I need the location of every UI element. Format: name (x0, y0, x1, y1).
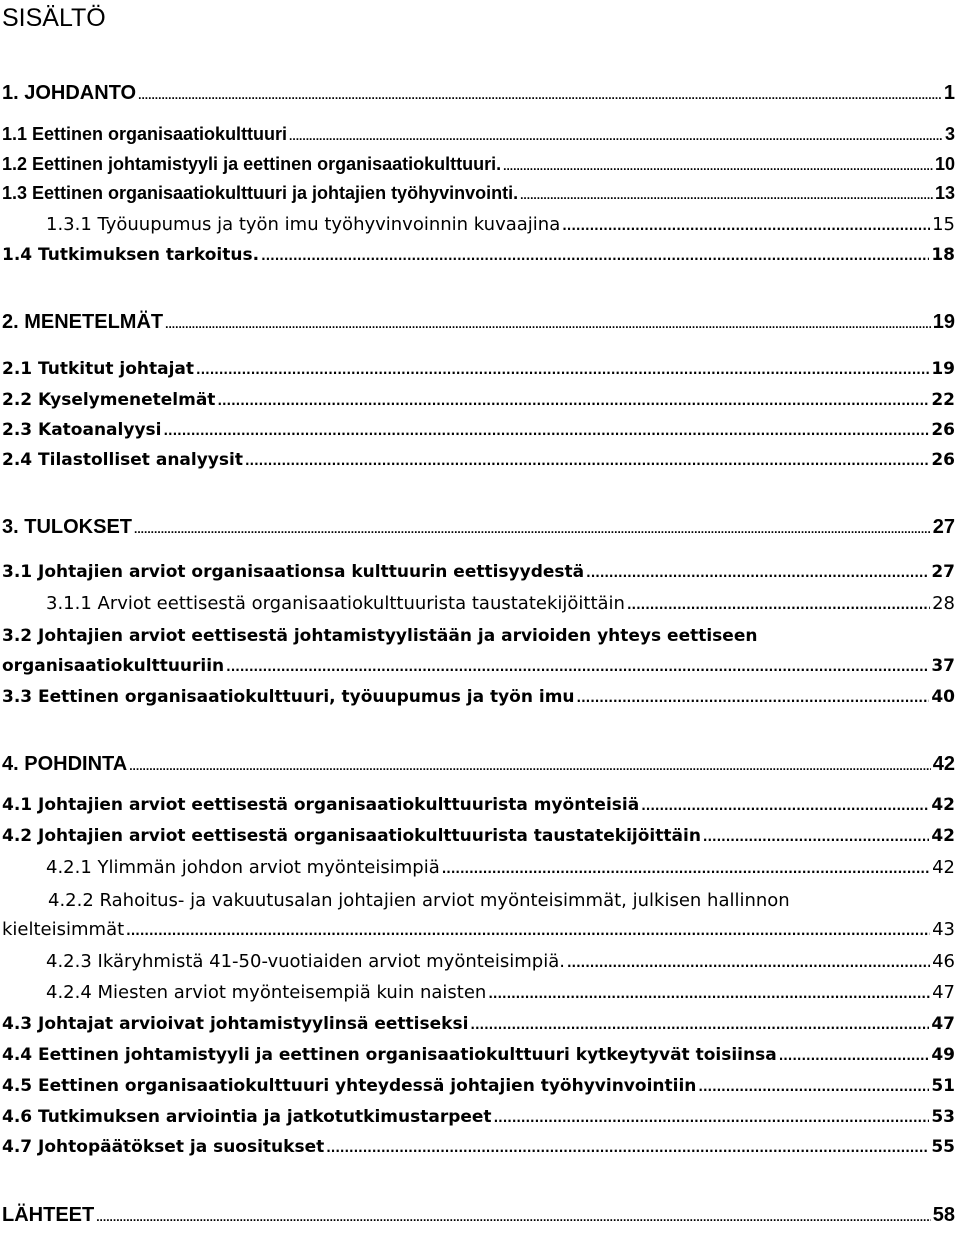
toc-entry-label: 2.1 Tutkitut johtajat (2, 359, 195, 379)
toc-entry-3-1[interactable] (0, 562, 955, 592)
dot-leader (261, 249, 929, 263)
toc-entry-1-2[interactable] (0, 154, 955, 184)
toc-entry-label: 3.3 Eettinen organisaatiokulttuuri, työuupumus ja työn imu (2, 687, 575, 707)
dot-leader (196, 363, 929, 377)
toc-entry-3-2[interactable] (0, 656, 955, 686)
toc-page-number: 15 (932, 214, 955, 235)
toc-entry-chapter-1[interactable] (0, 82, 955, 112)
dot-leader (562, 219, 930, 233)
toc-page-number: 55 (931, 1137, 955, 1157)
toc-entry-2-3[interactable] (0, 420, 955, 450)
toc-entry-label: 1. JOHDANTO (2, 82, 137, 104)
toc-page-number: 42 (932, 753, 955, 775)
dot-leader (470, 1018, 929, 1032)
dot-leader (488, 987, 930, 1001)
dot-leader (520, 188, 933, 202)
dot-leader (503, 159, 933, 173)
dot-leader (577, 691, 930, 705)
toc-entry-1-1[interactable] (0, 124, 955, 154)
toc-page-number: 26 (931, 450, 955, 470)
toc-page-number: 37 (931, 656, 955, 676)
dot-leader (779, 1049, 930, 1063)
dot-leader (494, 1111, 930, 1125)
toc-entry-chapter-3[interactable] (0, 516, 955, 546)
toc-page-number: 51 (931, 1076, 955, 1096)
toc-entry-4-7[interactable] (0, 1137, 955, 1167)
toc-entry-label: 1.3.1 Työuupumus ja työn imu työhyvinvoinnin kuvaajina (46, 214, 561, 235)
toc-page-number: 49 (931, 1045, 955, 1065)
toc-entry-4-5[interactable] (0, 1076, 955, 1106)
toc-entry-label: organisaatiokulttuuriin (2, 656, 225, 676)
toc-page-number: 10 (934, 154, 955, 174)
dot-leader (163, 424, 929, 438)
toc-entry-label: kielteisimmät (2, 919, 125, 940)
dot-leader (703, 830, 929, 844)
toc-entry-chapter-4[interactable] (0, 753, 955, 783)
toc-entry-3-1-1[interactable] (0, 593, 955, 623)
toc-page-number: 27 (932, 516, 955, 538)
toc-entry-2-4[interactable] (0, 450, 955, 480)
toc-page-number: 22 (931, 390, 955, 410)
toc-entry-references[interactable] (0, 1204, 955, 1234)
toc-entry-label: 2.2 Kyselymenetelmät (2, 390, 216, 410)
toc-entry-4-2-4[interactable] (0, 982, 955, 1012)
toc-entry-label: 4.2.4 Miesten arviot myönteisempiä kuin naisten (46, 982, 487, 1003)
toc-page-number: 19 (932, 311, 955, 333)
toc-entry-label: 4.3 Johtajat arvioivat johtamistyylinsä eettiseksi (2, 1014, 469, 1034)
dot-leader (245, 454, 929, 468)
toc-entry-4-1[interactable] (0, 795, 955, 825)
toc-entry-label: 2.3 Katoanalyysi (2, 420, 162, 440)
toc-entry-label: 1.3 Eettinen organisaatiokulttuuri ja johtajien työhyvinvointi. (2, 183, 519, 203)
toc-entry-label: 2. MENETELMÄT (2, 311, 164, 333)
toc-page-number: 42 (931, 826, 955, 846)
toc-entry-4-2-2[interactable] (0, 919, 955, 949)
dot-leader (126, 924, 930, 938)
toc-entry-4-2-2-first-line[interactable]: 4.2.2 Rahoitus- ja vakuutusalan johtajien arviot myönteisimmät, julkisen hallinnon (48, 890, 790, 911)
dot-leader (289, 129, 943, 143)
toc-page-number: 13 (934, 183, 955, 203)
toc-entry-1-3[interactable] (0, 183, 955, 213)
toc-entry-label: 4.5 Eettinen organisaatiokulttuuri yhteydessä johtajien työhyvinvointiin (2, 1076, 697, 1096)
toc-entry-label: 4.4 Eettinen johtamistyyli ja eettinen organisaatiokulttuuri kytkeytyvät toisiinsa (2, 1045, 777, 1065)
toc-page-number: 3 (944, 124, 955, 144)
dot-leader (641, 799, 929, 813)
dot-leader (586, 566, 929, 580)
dot-leader (129, 759, 931, 773)
toc-page-number: 42 (932, 857, 955, 878)
toc-entry-4-3[interactable] (0, 1014, 955, 1044)
toc-entry-3-3[interactable] (0, 687, 955, 717)
toc-entry-label: LÄHTEET (2, 1204, 95, 1226)
toc-page-number: 46 (932, 951, 955, 972)
toc-entry-label: 1.4 Tutkimuksen tarkoitus. (2, 245, 260, 265)
toc-page-number: 27 (931, 562, 955, 582)
toc-page-number: 19 (931, 359, 955, 379)
dot-leader (217, 394, 929, 408)
toc-entry-label: 3. TULOKSET (2, 516, 133, 538)
dot-leader (326, 1141, 929, 1155)
toc-entry-label: 3.1.1 Arviot eettisestä organisaatiokulttuurista taustatekijöittäin (46, 593, 625, 614)
toc-entry-4-4[interactable] (0, 1045, 955, 1075)
toc-entry-label: 4.1 Johtajien arviot eettisestä organisaatiokulttuurista myönteisiä (2, 795, 640, 815)
toc-page-number: 28 (932, 593, 955, 614)
toc-title: SISÄLTÖ (2, 4, 106, 32)
toc-page-number: 53 (931, 1107, 955, 1127)
toc-entry-4-2-3[interactable] (0, 951, 955, 981)
toc-entry-label: 4.2.3 Ikäryhmistä 41-50-vuotiaiden arviot myönteisimpiä. (46, 951, 565, 972)
dot-leader (96, 1210, 931, 1224)
toc-entry-label: 1.1 Eettinen organisaatiokulttuuri (2, 124, 288, 144)
toc-page-number: 1 (943, 82, 955, 104)
toc-entry-label: 4.2.1 Ylimmän johdon arviot myönteisimpiä (46, 857, 440, 878)
toc-entry-2-1[interactable] (0, 359, 955, 389)
toc-page-number: 18 (931, 245, 955, 265)
dot-leader (698, 1080, 929, 1094)
dot-leader (226, 660, 929, 674)
toc-page-number: 26 (931, 420, 955, 440)
toc-entry-label: 4.6 Tutkimuksen arviointia ja jatkotutkimustarpeet (2, 1107, 492, 1127)
toc-entry-label: 4.2 Johtajien arviot eettisestä organisaatiokulttuurista taustatekijöittäin (2, 826, 701, 846)
toc-page-number: 47 (931, 1014, 955, 1034)
dot-leader (442, 862, 930, 876)
toc-entry-4-2-1[interactable] (0, 857, 955, 887)
toc-entry-4-2[interactable] (0, 826, 955, 856)
toc-page-number: 40 (931, 687, 955, 707)
toc-entry-label: 4.7 Johtopäätökset ja suositukset (2, 1137, 325, 1157)
dot-leader (138, 88, 942, 102)
toc-entry-2-2[interactable] (0, 390, 955, 420)
toc-entry-1-4[interactable] (0, 245, 955, 275)
toc-entry-3-2-first-line[interactable]: 3.2 Johtajien arviot eettisestä johtamistyylistään ja arvioiden yhteys eettiseen (2, 626, 758, 646)
toc-page-number: 47 (932, 982, 955, 1003)
dot-leader (627, 598, 930, 612)
toc-entry-label: 3.1 Johtajien arviot organisaationsa kulttuurin eettisyydestä (2, 562, 585, 582)
toc-entry-1-3-1[interactable] (0, 214, 955, 244)
toc-entry-chapter-2[interactable] (0, 311, 955, 341)
toc-page-number: 42 (931, 795, 955, 815)
toc-entry-label: 1.2 Eettinen johtamistyyli ja eettinen organisaatiokulttuuri. (2, 154, 502, 174)
toc-entry-label: 2.4 Tilastolliset analyysit (2, 450, 243, 470)
toc-page-number: 43 (932, 919, 955, 940)
dot-leader (165, 317, 931, 331)
toc-page-number: 58 (932, 1204, 955, 1226)
toc-entry-label: 4. POHDINTA (2, 753, 128, 775)
toc-entry-4-6[interactable] (0, 1107, 955, 1137)
dot-leader (134, 522, 931, 536)
dot-leader (567, 956, 930, 970)
